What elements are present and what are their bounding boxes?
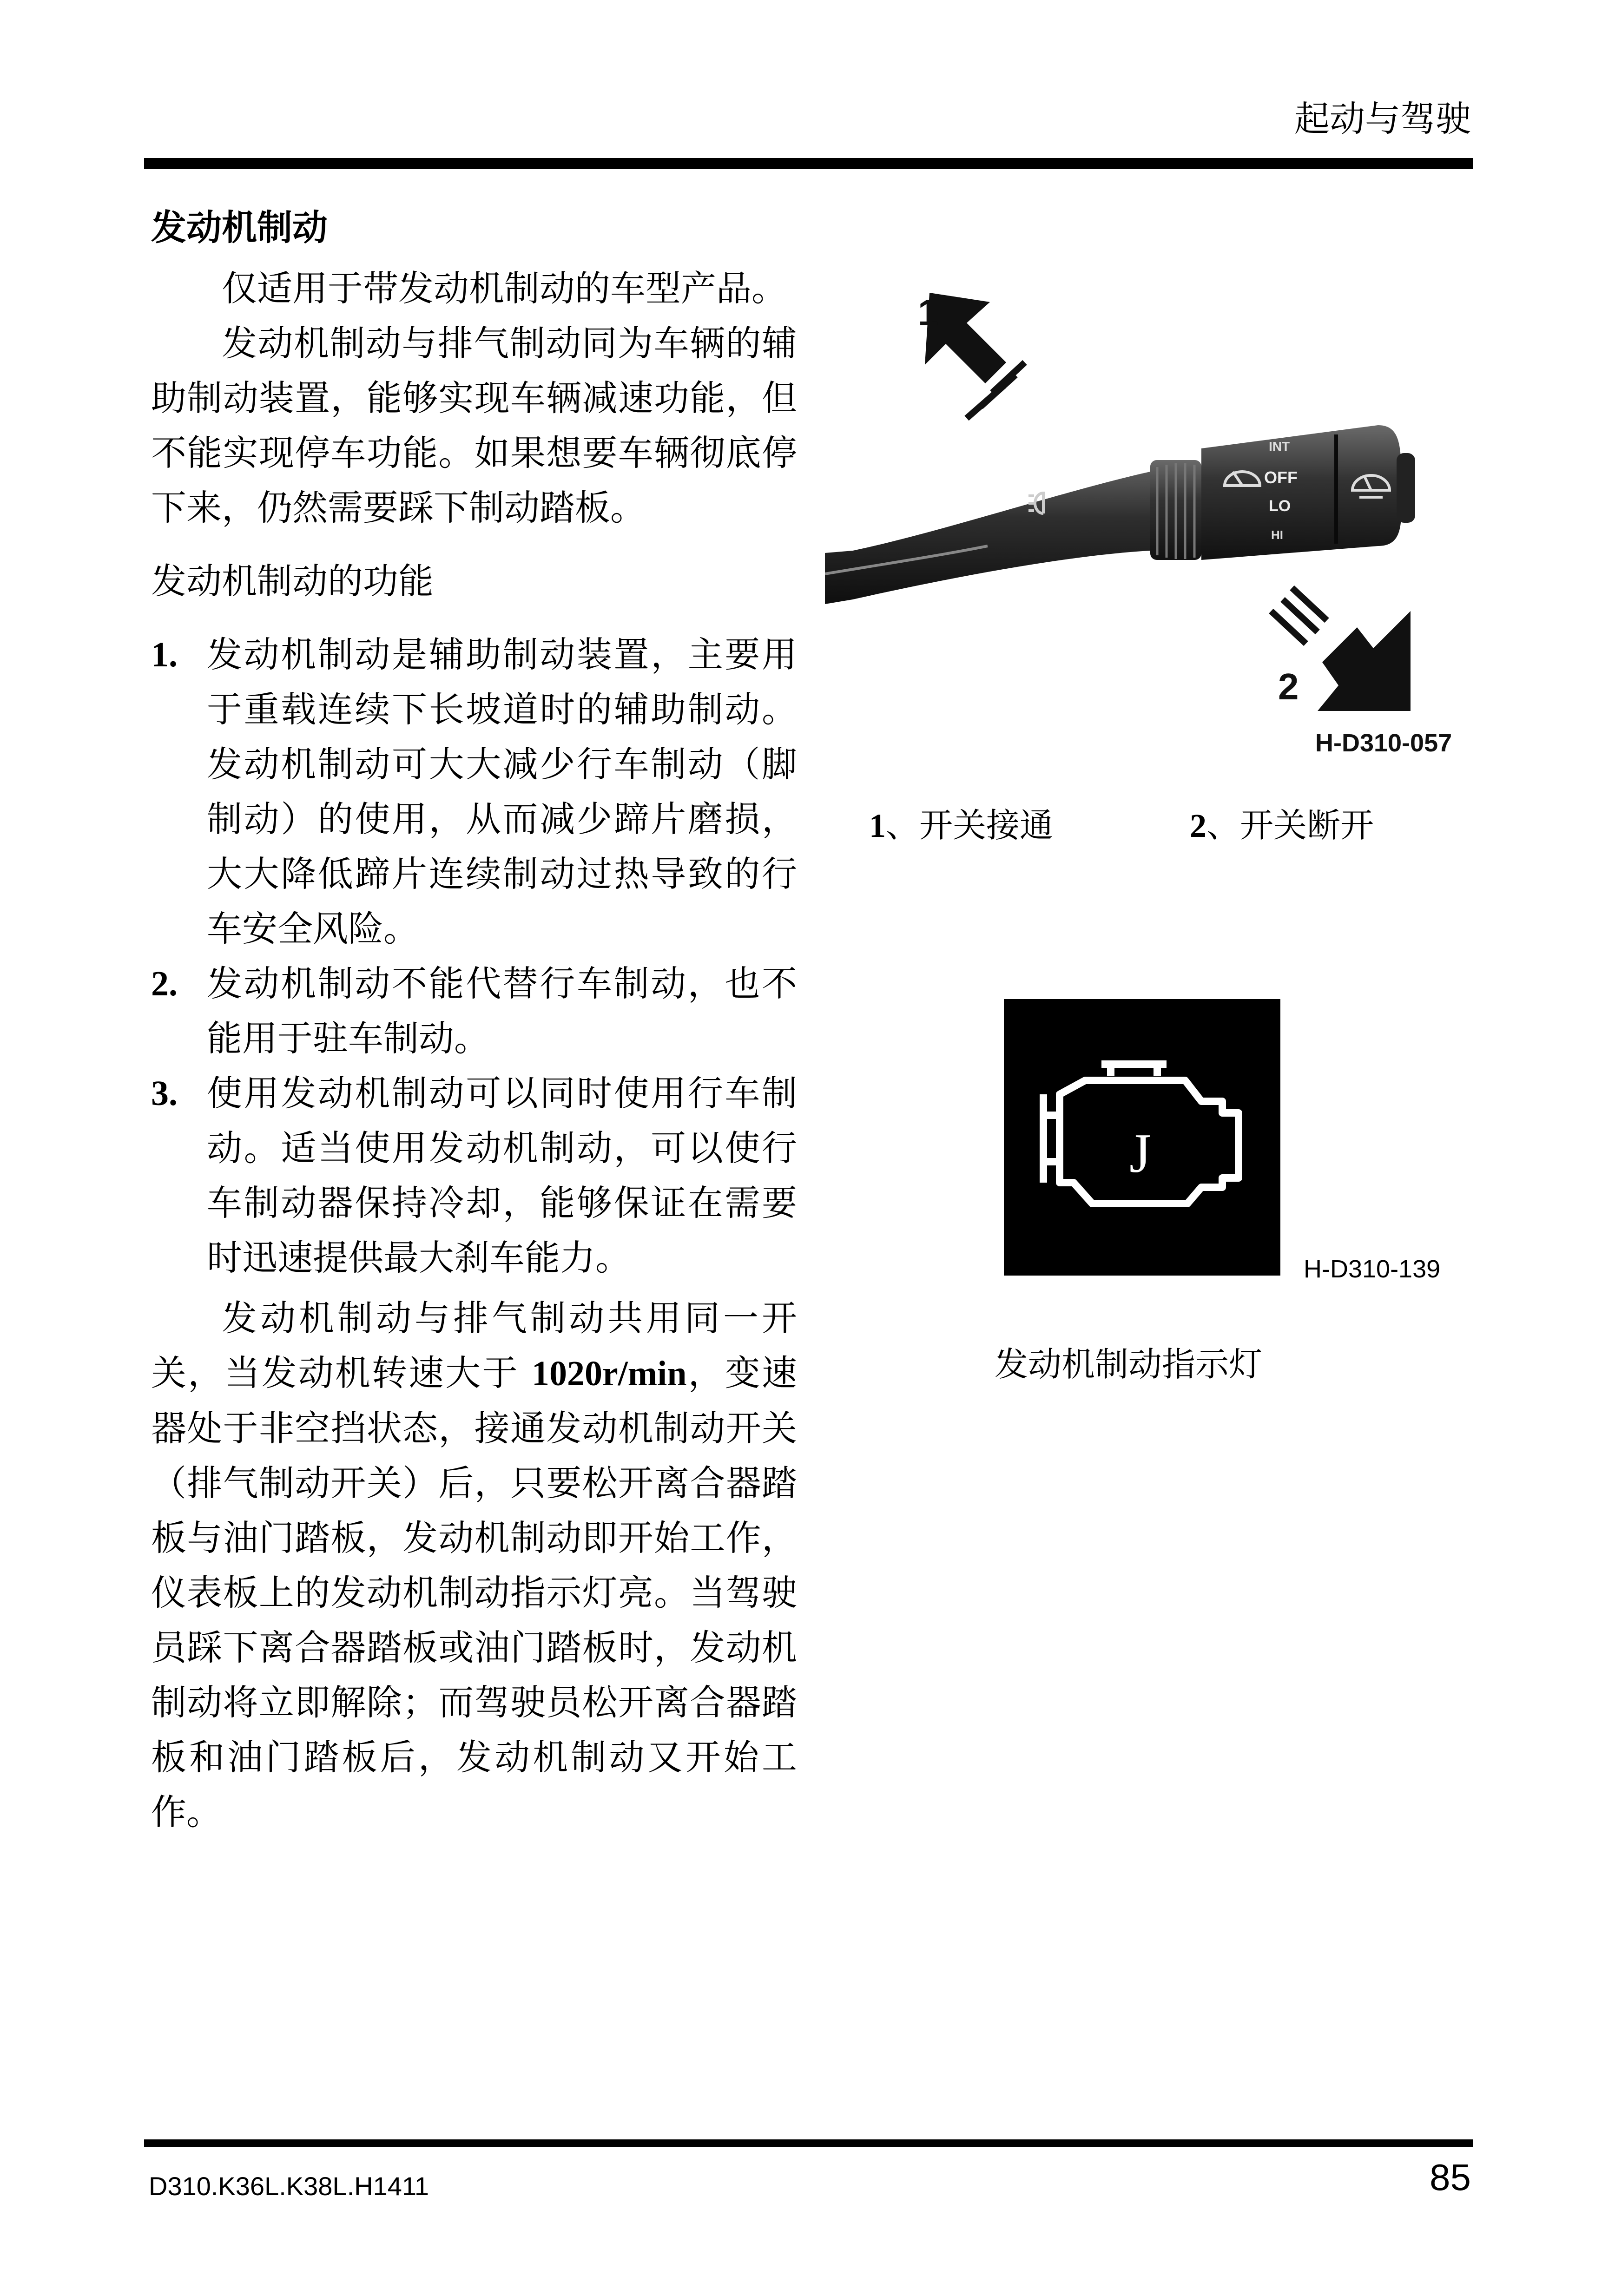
stalk-label-int: INT xyxy=(1269,439,1290,454)
caption-item-2 xyxy=(1190,806,1374,845)
header-rule xyxy=(144,158,1473,169)
article-title: 发动机制动 xyxy=(151,207,328,248)
figure1-code: H-D310-057 xyxy=(1315,729,1452,757)
list-item-number: 1. xyxy=(151,635,178,674)
engine-speed-value: 1020r/min xyxy=(531,1354,687,1393)
functions-list xyxy=(151,627,797,1285)
caption-item-text: 、开关断开 xyxy=(1206,806,1374,845)
intro-paragraph-2: 发动机制动与排气制动同为车辆的辅助制动装置，能够实现车辆减速功能，但不能实现停车功能。如果想要车辆彻底停下来，仍然需要踩下制动踏板。 xyxy=(151,322,797,528)
arrow-up-icon xyxy=(925,293,1025,418)
caption-item-1 xyxy=(869,806,1054,845)
stalk-label-hi: HI xyxy=(1271,528,1283,542)
stalk-label-lo: LO xyxy=(1269,497,1291,515)
list-item-text: 使用发动机制动可以同时使用行车制动。适当使用发动机制动，可以使行车制动器保持冷却，能够保证在需要时迅速提供最大刹车能力。 xyxy=(207,1072,797,1278)
functions-subheading: 发动机制动的功能 xyxy=(151,560,434,602)
intro-paragraph-1: 仅适用于带发动机制动的车型产品。 xyxy=(222,268,787,309)
closing-text-before: 发动机制动与排气制动共用同一开关，当发动机转速大于 xyxy=(151,1297,797,1394)
list-item xyxy=(151,1066,797,1285)
figure2-caption: 发动机制动指示灯 xyxy=(995,1345,1263,1384)
closing-text-after: ，变速器处于非空挡状态，接通发动机制动开关（排气制动开关）后，只要松开离合器踏板与油门踏板，发动机制动即开始工作，仪表板上的发动机制动指示灯亮。当驾驶员踩下离合器踏板或油门踏板时，发动机制动将立即解除；而驾驶员松开离合器踏板和油门踏板后，发动机制动又开始工作。 xyxy=(151,1352,797,1833)
list-item-text: 发动机制动不能代替行车制动，也不能用于驻车制动。 xyxy=(207,963,797,1059)
list-item xyxy=(151,956,797,1066)
document-code: D310.K36L.K38L.H1411 xyxy=(149,2171,429,2201)
stalk-switch-illustration xyxy=(825,253,1485,774)
list-item-text: 发动机制动是辅助制动装置，主要用于重载连续下长坡道时的辅助制动。发动机制动可大大减少行车制动（脚制动）的使用，从而减少蹄片磨损，大大降低蹄片连续制动过热导致的行车安全风险。 xyxy=(207,634,797,949)
engine-brake-indicator-icon xyxy=(1004,999,1280,1276)
footer-rule xyxy=(144,2139,1473,2147)
section-title: 起动与驾驶 xyxy=(1294,98,1471,139)
figure2-code: H-D310-139 xyxy=(1304,1255,1441,1283)
list-item-number: 2. xyxy=(151,964,178,1003)
list-item xyxy=(151,627,797,956)
caption-item-number: 2 xyxy=(1190,807,1206,844)
arrow1-label: 1 xyxy=(918,292,939,333)
stalk-label-off: OFF xyxy=(1264,468,1298,487)
list-item-number: 3. xyxy=(151,1074,178,1113)
article-body xyxy=(151,200,797,1840)
stalk-body xyxy=(825,425,1415,604)
caption-item-text: 、开关接通 xyxy=(886,806,1054,845)
indicator-letter: J xyxy=(1129,1122,1151,1184)
page-number: 85 xyxy=(1430,2157,1471,2198)
arrow2-label: 2 xyxy=(1278,666,1299,707)
caption-item-number: 1 xyxy=(869,807,886,844)
closing-paragraph xyxy=(151,1291,797,1840)
